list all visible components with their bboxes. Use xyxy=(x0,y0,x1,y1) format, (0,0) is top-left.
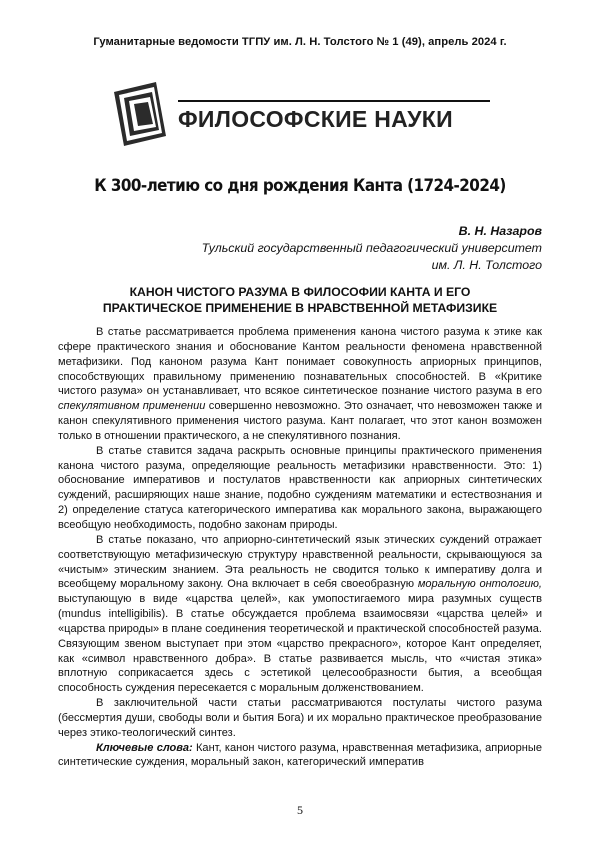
section-divider xyxy=(178,100,490,102)
abstract-text: В статье рассматривается проблема применения канона чистого разума к этике как сфере практического знания и обоснование Кантом реальности феномена нравственной метафизики. Под каноном разума Кант понимает совокупность априорных принципов, способствующих правильному применению познавательных способностей. В «Критике чистого разума» он устанавливает, что всякое синтетическое познание чистого разума в его xyxy=(58,326,542,398)
abstract-paragraph: В статье ставится задача раскрыть основные принципы практического применения канона чистого разума, определяющие реальность метафизики нравственности. Это: 1) обоснование императивов и постулатов нравственности как априорных синтетических суждений, расширяющих наше знание, подобно суждениям математики и естествознания и 2) определение статуса категорического императива как морального закона, выражающего всеобщую необходимость, подобно законам природы. xyxy=(58,444,542,531)
abstract-text: В статье показано, что априорно-синтетический язык этических суждений отражает соответствующую метафизическую структуру нравственной реальности, скрывающуюся за «чистым» этическим знанием. Эта реальность не сводится только к императиву долга и всеобщему моральному закону. Она включает в себя своеобразную xyxy=(58,533,542,591)
abstract-emphasis: моральную онтологию, xyxy=(417,578,542,591)
affiliation-line: им. Л. Н. Толстого xyxy=(431,258,542,272)
abstract-text: совершенно невозможно. Это означает, что невозможен также и канон спекулятивного применения чистого разума. Кант полагает, что этот канон возможен только в отношении практического, а не спекулятивного познания. xyxy=(58,400,542,442)
abstract-text: выступающую в виде «царства целей», как умопостигаемого мира разумных существ (mundus intelligibilis). В статье обсуждается проблема взаимосвязи «царства целей» и «царства природы» в плане соединения теоретической и практической способностей разума. Связующим звеном выступает при этом «царство прекрасного», которое Кант определяет, как «символ нравственного добра». В статье развивается мысль, что «чистая этика» вплотную соприкасается здесь с эстетикой целесообразности бытия, а всеобщая способность суждения пересекается с моральным долженствованием. xyxy=(58,593,542,695)
abstract-emphasis: спекулятивном применении xyxy=(58,400,206,413)
author-name: В. Н. Назаров xyxy=(458,224,542,238)
keywords-text: Кант, канон чистого разума, нравственная метафизика, априорные синтетические суждения, моральный закон, категорический императив xyxy=(58,741,542,769)
abstract-paragraph: В заключительной части статьи рассматриваются постулаты чистого разума (бессмертия души, свободы воли и бытия Бога) и их морально практическое преобразование через этико-теологический синтез. xyxy=(58,697,542,739)
running-header: Гуманитарные ведомости ТГПУ им. Л. Н. Толстого № 1 (49), апрель 2024 г. xyxy=(93,36,507,48)
article-title xyxy=(40,284,560,316)
section-title: ФИЛОСОФСКИЕ НАУКИ xyxy=(178,106,453,132)
author-affiliation xyxy=(202,240,542,274)
keywords-label: Ключевые слова: xyxy=(96,741,193,754)
anniversary-heading: К 300-летию со дня рождения Канта (1724-2024) xyxy=(94,176,506,195)
affiliation-line: Тульский государственный педагогический университет xyxy=(201,241,542,255)
abstract-paragraph xyxy=(58,533,542,696)
article-title-line: ПРАКТИЧЕСКОЕ ПРИМЕНЕНИЕ В НРАВСТВЕННОЙ МЕТАФИЗИКЕ xyxy=(102,301,498,315)
abstract xyxy=(58,325,542,770)
page-number: 5 xyxy=(297,803,303,817)
keywords xyxy=(58,741,542,771)
abstract-paragraph xyxy=(58,325,542,444)
article-title-line: КАНОН ЧИСТОГО РАЗУМА В ФИЛОСОФИИ КАНТА И ЕГО xyxy=(129,285,471,299)
